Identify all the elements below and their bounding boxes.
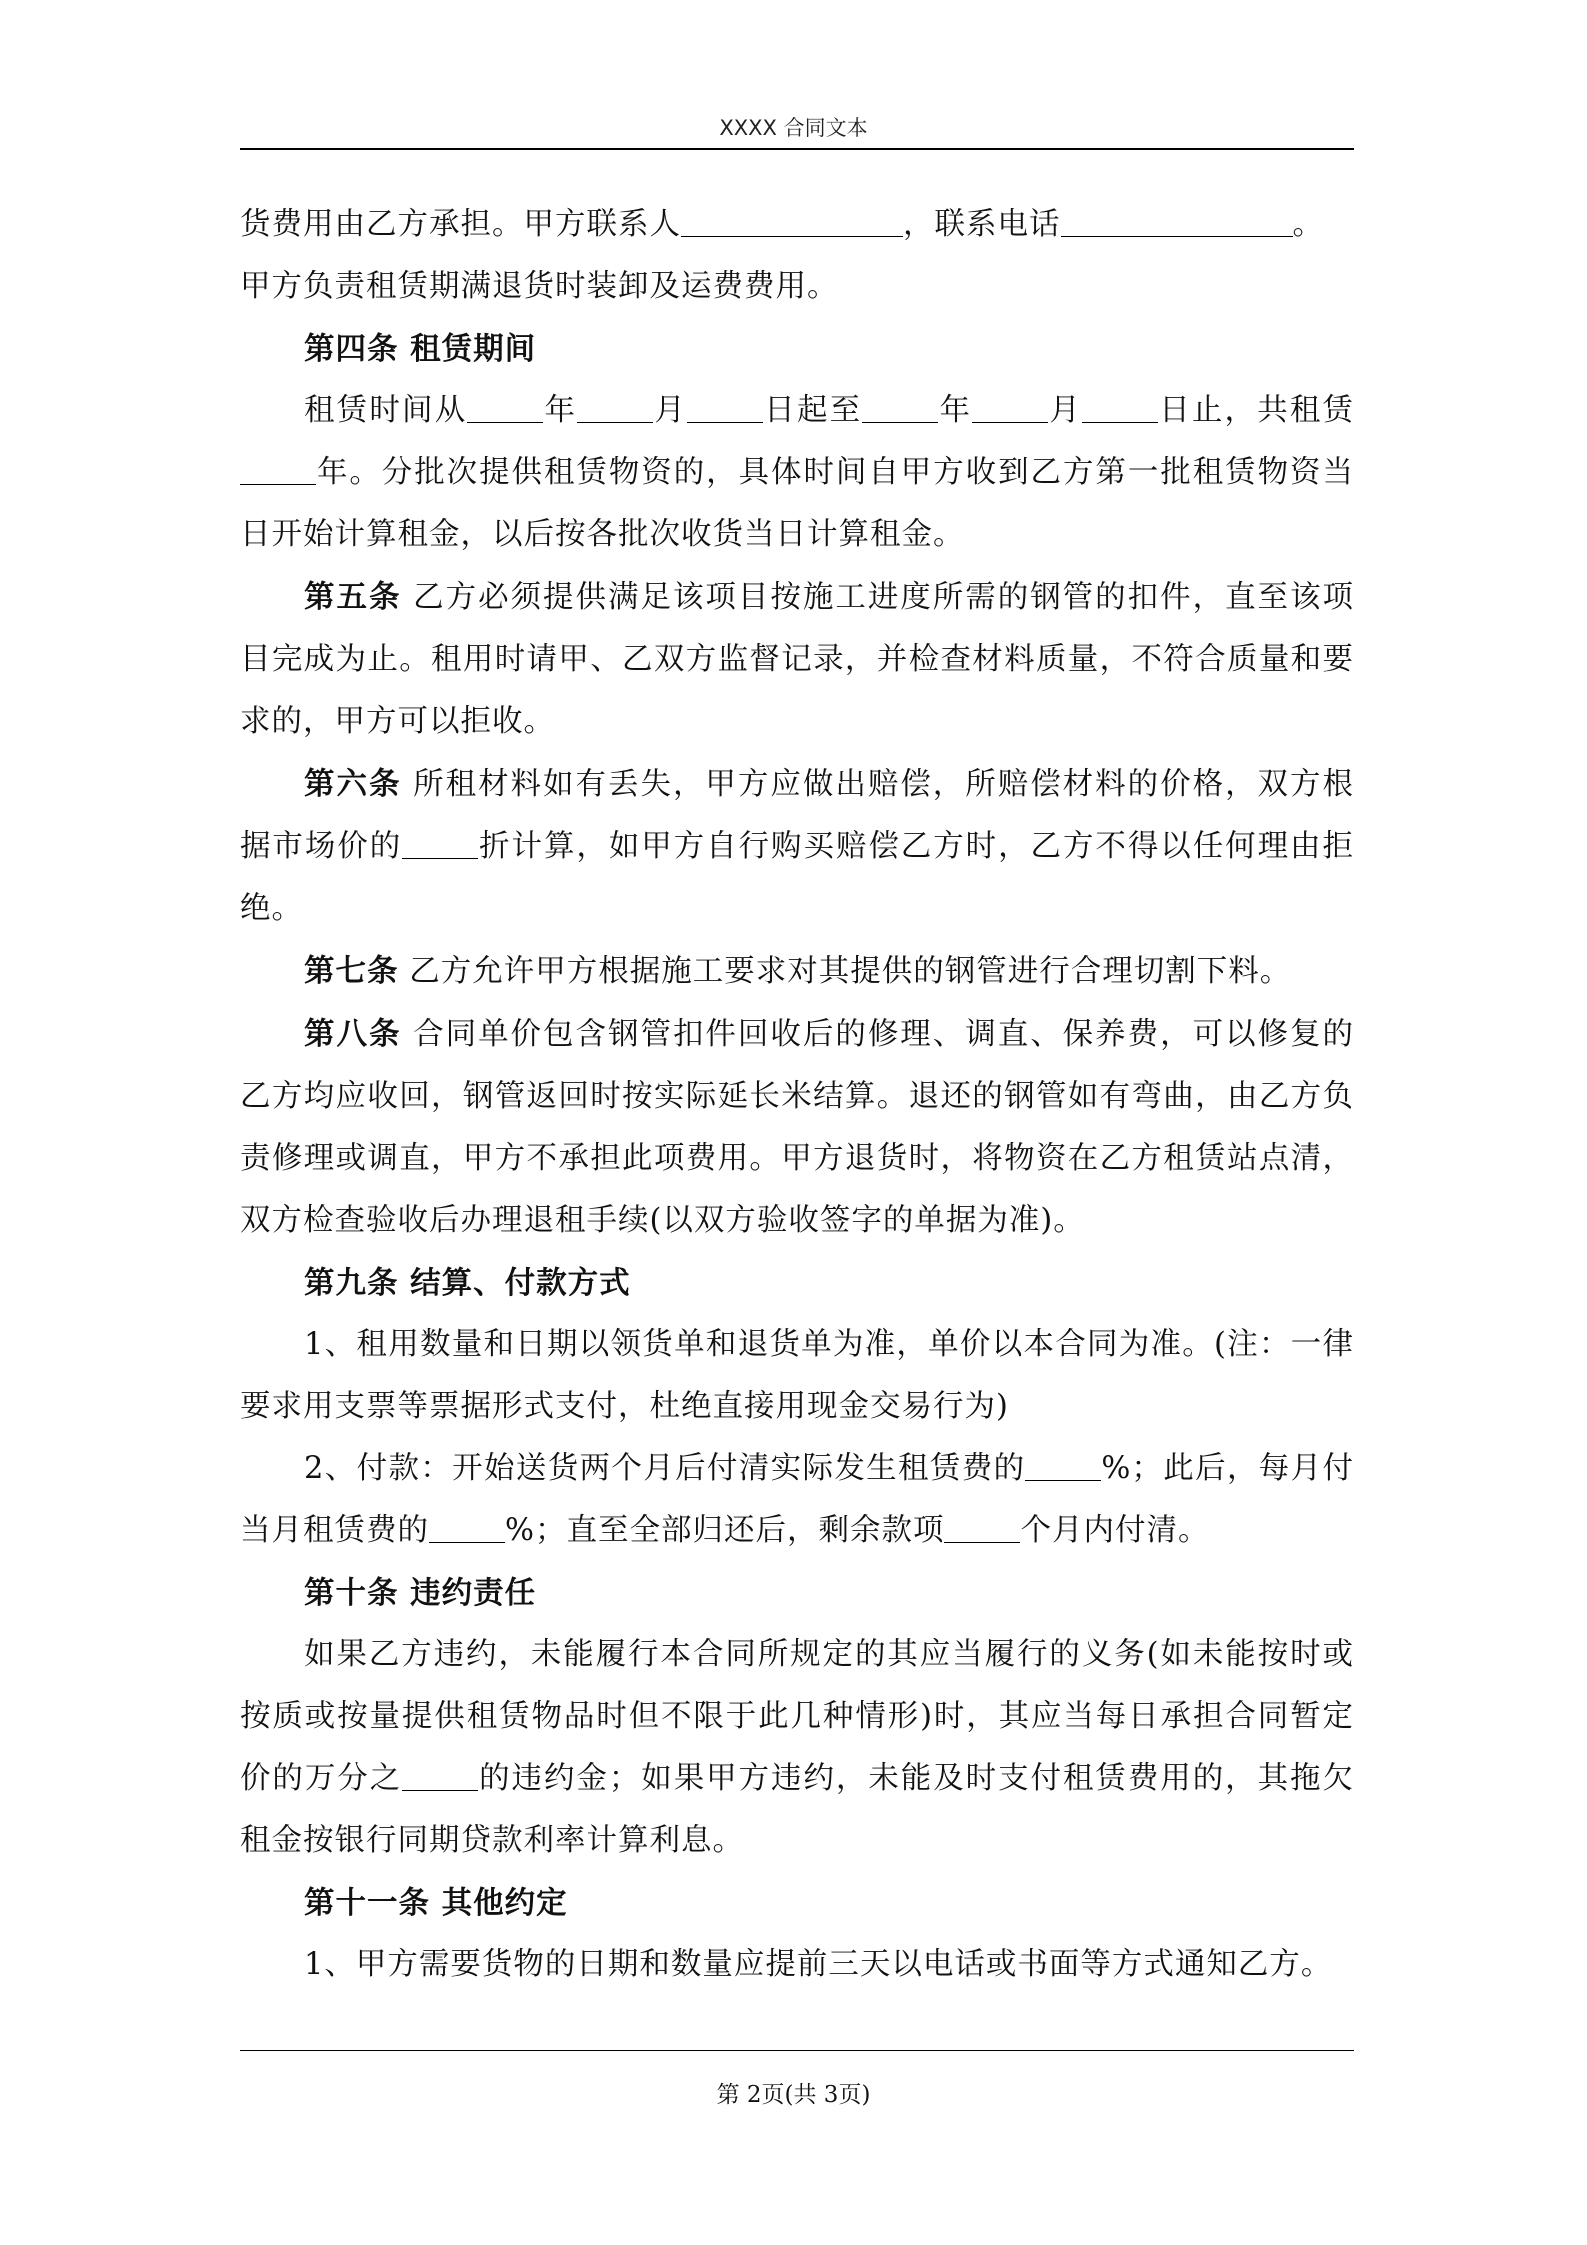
end-year-blank[interactable]: [862, 394, 938, 423]
article-7: 第七条 乙方允许甲方根据施工要求对其提供的钢管进行合理切割下料。: [304, 953, 1292, 989]
discount-blank[interactable]: [402, 830, 478, 859]
start-month-blank[interactable]: [577, 394, 653, 423]
contact-person-blank[interactable]: [681, 208, 903, 237]
paragraph-return-cost: 甲方负责租赁期满退货时装卸及运费费用。: [240, 269, 839, 304]
article-5: 第五条 乙方必须提供满足该项目按施工进度所需的钢管的扣件，直至该项目完成为止。租用时请甲、乙双方监督记录，并检查材料质量，不符合质量和要求的，甲方可以拒收。: [240, 579, 1355, 739]
end-month-blank[interactable]: [972, 394, 1048, 423]
start-year-blank[interactable]: [467, 394, 543, 423]
article-9-heading: 第九条 结算、付款方式: [304, 1265, 631, 1301]
article-8: 第八条 合同单价包含钢管扣件回收后的修理、调直、保养费，可以修复的乙方均应收回，钢管返回时按实际延长米结算。退还的钢管如有弯曲，由乙方负责修理或调直，甲方不承担此项费用。甲方退货时，将物资在乙方租赁站点清，双方检查验收后办理退租手续(以双方验收签字的单据为准)。: [240, 1016, 1355, 1238]
initial-payment-percent-blank[interactable]: [1025, 1452, 1101, 1481]
header-rule: [240, 148, 1354, 150]
footer-rule: [240, 2050, 1354, 2051]
paragraph-contact: 货费用由乙方承担。甲方联系人 ，联系电话 。: [240, 207, 1324, 242]
article-4-heading: 第四条 租赁期间: [304, 331, 537, 367]
article-9-item-1: 1、租用数量和日期以领货单和退货单为准，单价以本合同为准。(注：一律要求用支票等票据形式支付，杜绝直接用现金交易行为): [240, 1327, 1354, 1424]
page-number: 第 2页(共 3页): [716, 2082, 871, 2108]
penalty-rate-blank[interactable]: [402, 1762, 478, 1791]
monthly-payment-percent-blank[interactable]: [429, 1514, 505, 1543]
start-day-blank[interactable]: [687, 394, 763, 423]
article-11-item-1: 1、甲方需要货物的日期和数量应提前三天以电话或书面等方式通知乙方。: [304, 1947, 1333, 1982]
contract-body: [240, 194, 1354, 1996]
article-4-text: 租赁时间从 年 月 日起至 年 月 日止，共租赁年。分批次提供租赁物资的，具体时间自甲方收到乙方第一批租赁物资当日开始计算租金，以后按各批次收货当日计算租金。: [240, 393, 1355, 552]
remaining-months-blank[interactable]: [944, 1514, 1020, 1543]
article-10-heading: 第十条 违约责任: [304, 1575, 537, 1611]
contact-phone-blank[interactable]: [1061, 208, 1293, 237]
lease-years-blank[interactable]: [240, 456, 316, 485]
article-9-item-2: 2、付款：开始送货两个月后付清实际发生租赁费的 %；此后，每月付当月租赁费的 %；直至全部归还后，剩余款项 个月内付清。: [240, 1451, 1354, 1548]
article-11-heading: 第十一条 其他约定: [304, 1885, 568, 1921]
end-day-blank[interactable]: [1082, 394, 1158, 423]
article-6: 第六条 所租材料如有丢失，甲方应做出赔偿，所赔偿材料的价格，双方根据市场价的 折计算，如甲方自行购买赔偿乙方时，乙方不得以任何理由拒绝。: [240, 766, 1355, 926]
article-10-text: 如果乙方违约，未能履行本合同所规定的其应当履行的义务(如未能按时或按质或按量提供租赁物品时但不限于此几种情形)时，其应当每日承担合同暂定价的万分之 的违约金；如果甲方违约，未能及时支付租赁费用的，其拖欠租金按银行同期贷款利率计算利息。: [240, 1637, 1354, 1858]
header-title: XXXX 合同文本: [719, 116, 868, 140]
